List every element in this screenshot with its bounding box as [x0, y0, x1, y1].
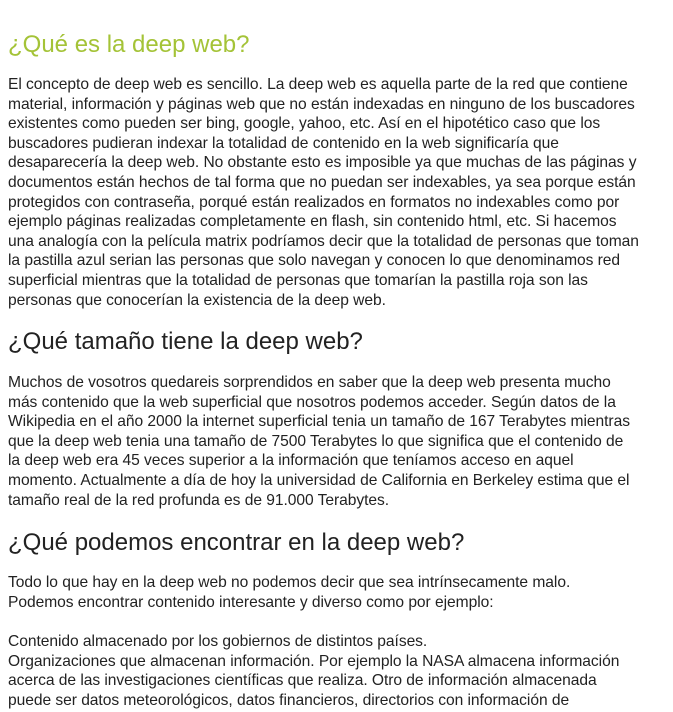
paragraph-line: documentos están hechos de tal forma que no puedan ser indexables, ya sea porque están [8, 173, 636, 191]
paragraph-line: existentes como pueden ser bing, google, yahoo, etc. Así en el hipotético caso que los [8, 115, 601, 133]
paragraph-line: material, información y páginas web que no están indexadas en ninguno de los buscadores [8, 95, 635, 113]
paragraph-line: Organizaciones que almacenan información. Por ejemplo la NASA almacena información [8, 652, 620, 670]
paragraph-line: personas que conocerían la existencia de la deep web. [8, 291, 386, 309]
paragraph-line: desaparecería la deep web. No obstante esto es imposible ya que muchas de las páginas y [8, 154, 637, 172]
paragraph-line: El concepto de deep web es sencillo. La deep web es aquella parte de la red que contiene [8, 76, 628, 93]
paragraph-line: tamaño real de la red profunda es de 91.000 Terabytes. [8, 491, 390, 509]
paragraph-line: más contenido que la web superficial que nosotros podemos acceder. Según datos de la [8, 393, 616, 411]
section-heading-que-es: ¿Qué es la deep web? [8, 31, 250, 58]
paragraph-line: Muchos de vosotros quedareis sorprendidos en saber que la deep web presenta mucho [8, 374, 611, 391]
paragraph-line: momento. Actualmente a día de hoy la universidad de California en Berkeley estima que el [8, 471, 630, 489]
paragraph-line: acerca de las investigaciones científicas que realiza. Otro de información almacenada [8, 672, 597, 690]
paragraph-line: ejemplo páginas realizadas completamente en flash, sin contenido html, etc. Si hacemos [8, 213, 617, 231]
paragraph-line: buscadores pudieran indexar la totalidad de contenido en la web significaría que [8, 134, 559, 152]
paragraph-line: Todo lo que hay en la deep web no podemos decir que sea intrínsecamente malo. [8, 574, 571, 591]
section-heading-que-tamano: ¿Qué tamaño tiene la deep web? [8, 328, 363, 355]
section-paragraph [8, 632, 619, 710]
section-paragraph [8, 75, 639, 310]
paragraph-line: Contenido almacenado por los gobiernos de distintos países. [8, 633, 428, 650]
section-paragraph [8, 373, 630, 510]
paragraph-line: una analogía con la película matrix podríamos decir que la totalidad de personas que toman [8, 232, 639, 250]
paragraph-line: Podemos encontrar contenido interesante y diverso como por ejemplo: [8, 593, 494, 611]
section-paragraph [8, 573, 570, 612]
section-heading-que-encontrar: ¿Qué podemos encontrar en la deep web? [8, 529, 465, 556]
paragraph-line: Wikipedia en el año 2000 la internet superficial tenia un tamaño de 167 Terabytes mientras [8, 413, 630, 431]
paragraph-line: superficial mientras que la totalidad de personas que tomarían la pastilla roja son las [8, 271, 588, 289]
paragraph-line: la deep web era 45 veces superior a la información que teníamos acceso en aquel [8, 452, 574, 470]
paragraph-line: la pastilla azul serian las personas que solo navegan y conocen lo que denominamos red [8, 252, 621, 270]
paragraph-line: puede ser datos meteorológicos, datos financieros, directorios con información de [8, 691, 570, 709]
paragraph-line: protegidos con contraseña, porqué están realizados en formatos no indexables como por [8, 193, 620, 211]
paragraph-line: que la deep web tenia una tamaño de 7500 Terabytes lo que significa que el contenido de [8, 432, 624, 450]
